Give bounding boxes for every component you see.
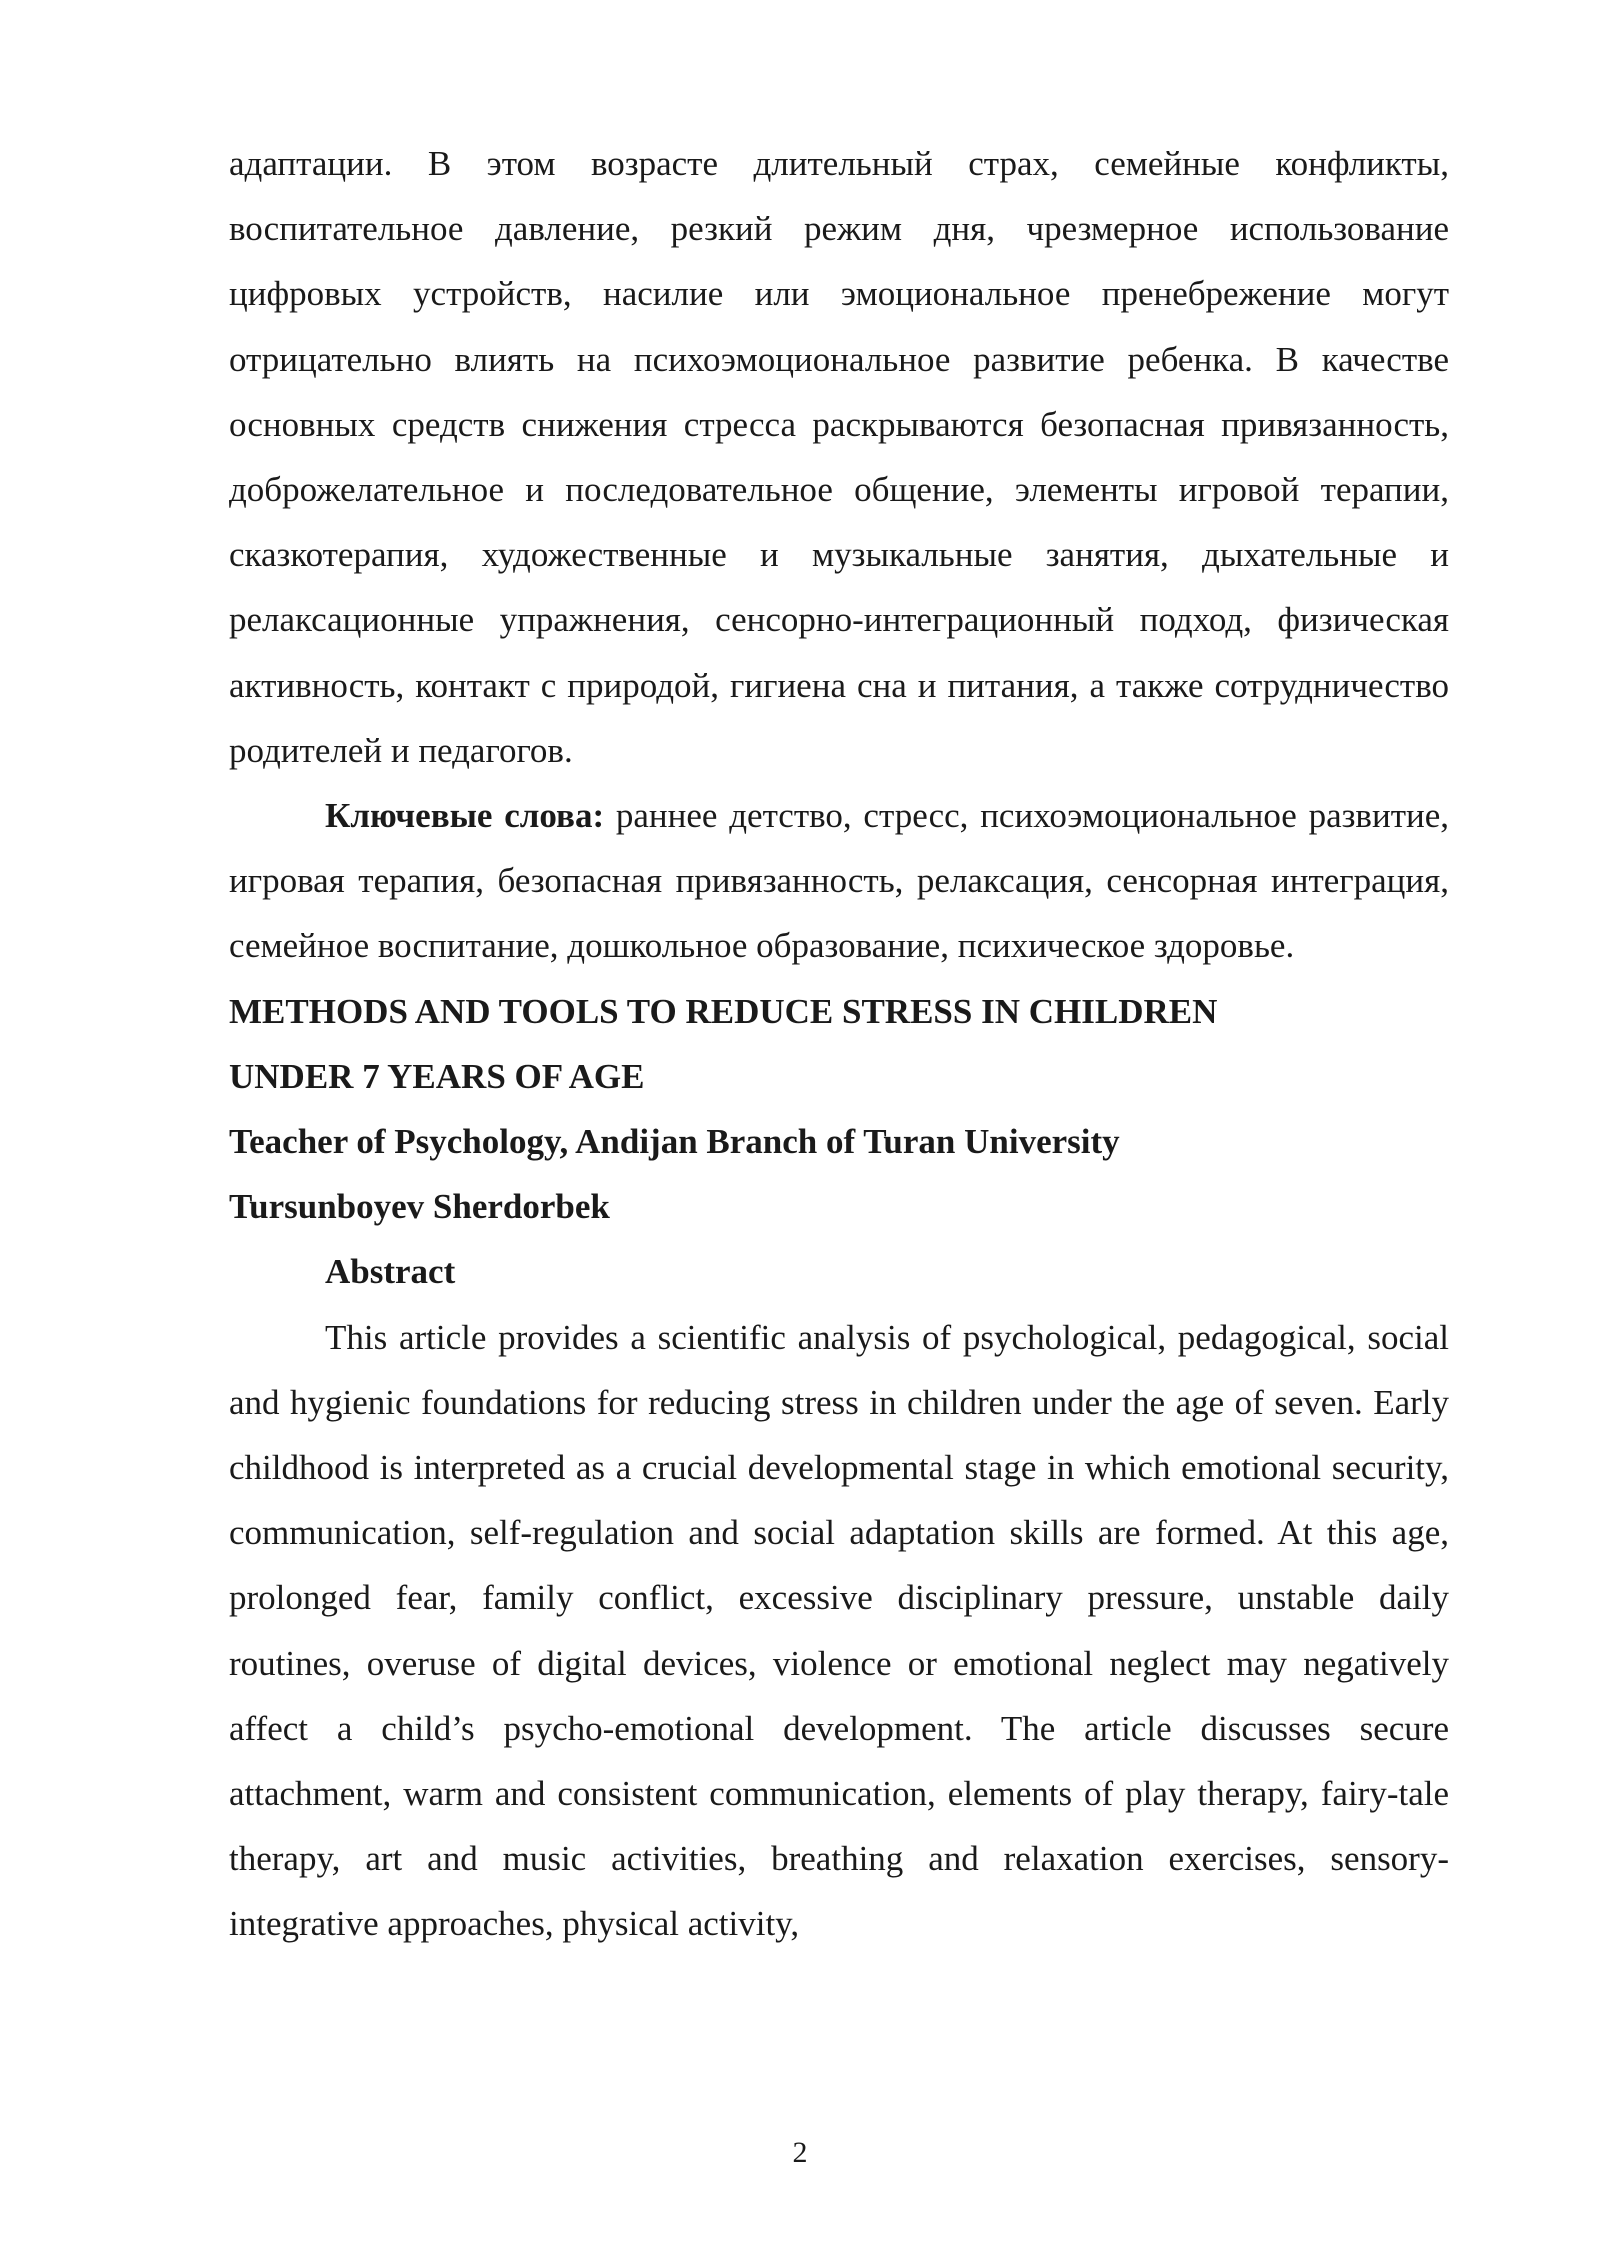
keywords-label: Ключевые слова: [325, 796, 605, 836]
page-number: 2 [792, 2136, 808, 2169]
author-name: Tursunboyev Sherdorbek [229, 1187, 610, 1227]
russian-abstract-paragraph: адаптации. В этом возрасте длительный страх, семейные конфликты, воспитательное давление, резкий режим дня, чрезмерное использование цифровых устройств, насилие или эмоциональное пренебрежение могут отрицательно влиять на психоэмоциональное развитие ребенка. В качестве основных средств снижения стресса раскрываются безопасная привязанность, доброжелательное и последовательное общение, элементы игровой терапии, сказкотерапия, художественные и музыкальные занятия, дыхательные и релаксационные упражнения, сенсорно-интеграционный подход, физическая активность, контакт с природой, гигиена сна и питания, а также сотрудничество родителей и педагогов. [229, 144, 1449, 770]
page-content [229, 131, 1449, 1957]
keywords-text: раннее детство, стресс, психоэмоциональное развитие, игровая терапия, безопасная привязанность, релаксация, сенсорная интеграция, семейное воспитание, дошкольное образование, психическое здоровье. [229, 796, 1450, 966]
keywords-paragraph [229, 783, 1449, 979]
english-title-line-2: UNDER 7 YEARS OF AGE [229, 1056, 645, 1096]
abstract-heading: Abstract [325, 1252, 456, 1292]
english-title-line-1: METHODS AND TOOLS TO REDUCE STRESS IN CHILDREN [229, 991, 1218, 1031]
author-affiliation: Teacher of Psychology, Andijan Branch of Turan University [229, 1122, 1120, 1162]
english-abstract-paragraph: This article provides a scientific analysis of psychological, pedagogical, social and hygienic foundations for reducing stress in children under the age of seven. Early childhood is interpreted as a crucial developmental stage in which emotional security, communication, self-regulation and social adaptation skills are formed. At this age, prolonged fear, family conflict, excessive disciplinary pressure, unstable daily routines, overuse of digital devices, violence or emotional neglect may negatively affect a child’s psycho-emotional development. The article discusses secure attachment, warm and consistent communication, elements of play therapy, fairy-tale therapy, art and music activities, breathing and relaxation exercises, sensory-integrative approaches, physical activity, [229, 1317, 1449, 1944]
